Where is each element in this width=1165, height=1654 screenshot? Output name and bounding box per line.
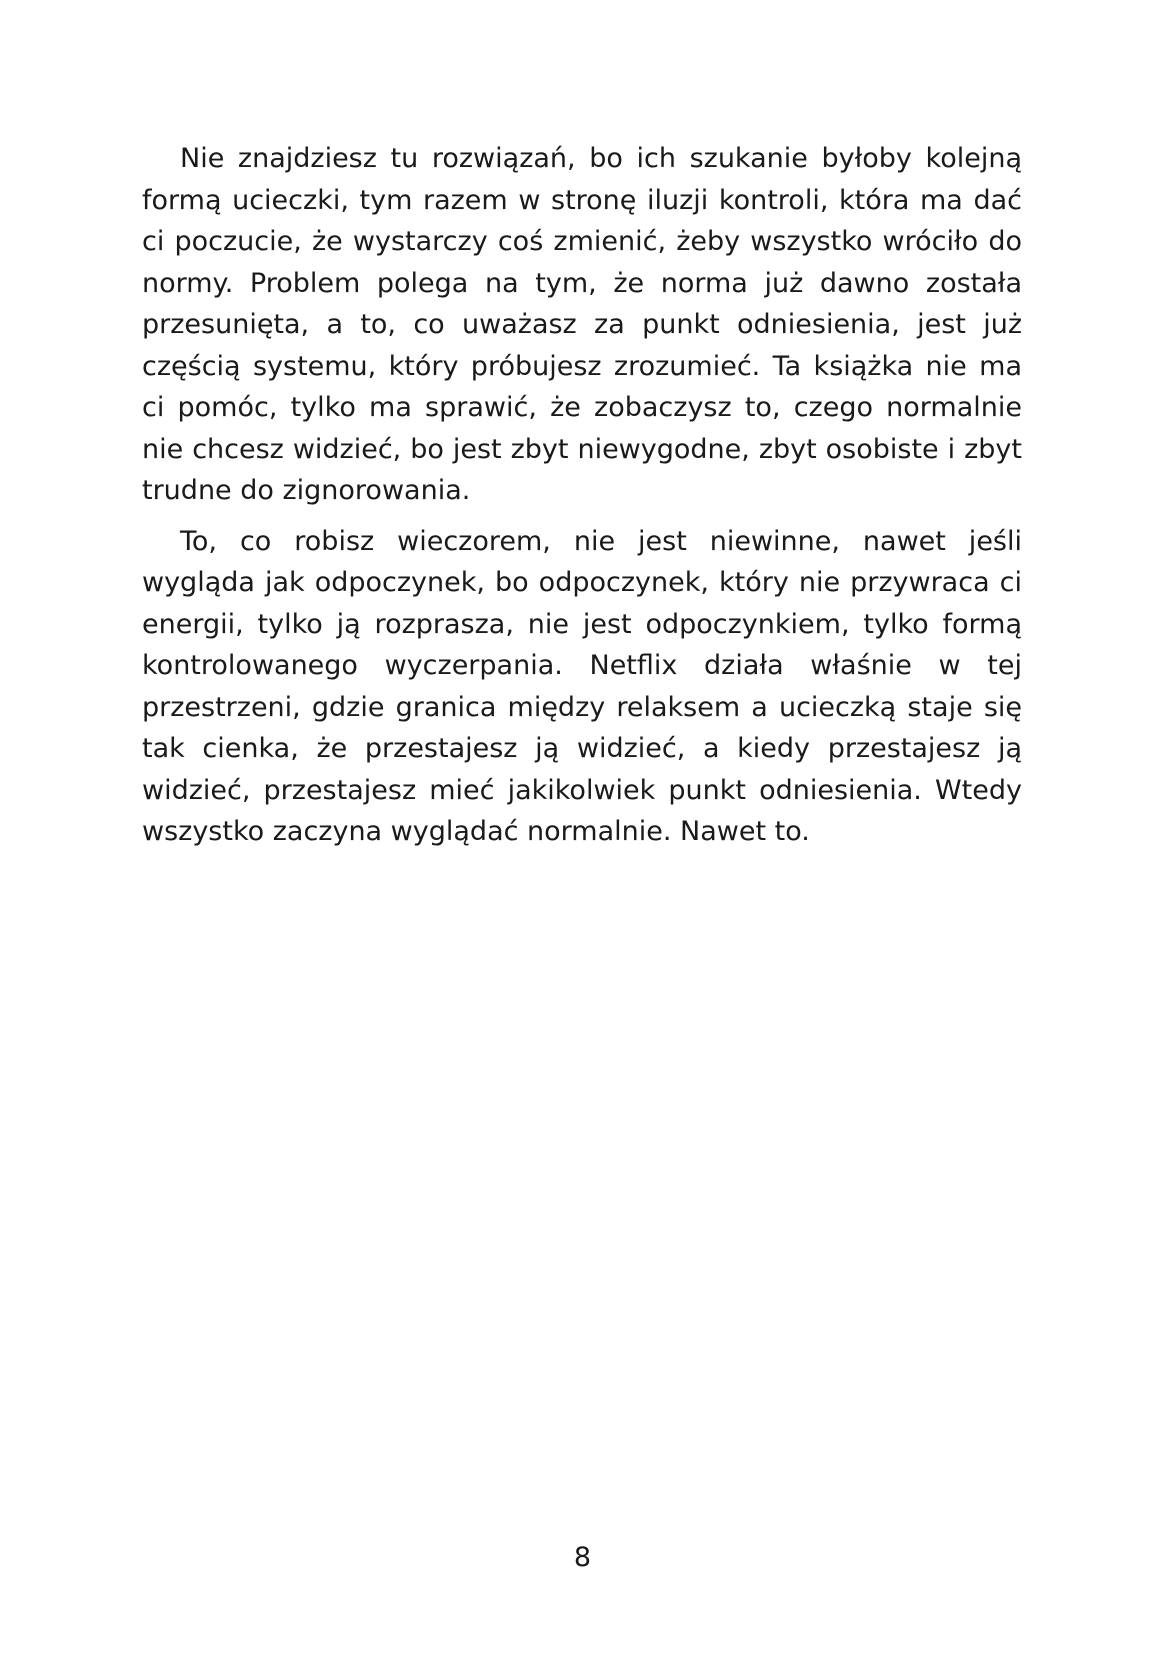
body-text xyxy=(142,138,1022,853)
paragraph: Nie znajdziesz tu rozwiązań, bo ich szukanie byłoby kolejną formą ucieczki, tym razem w stronę iluzji kontroli, która ma dać ci poczucie, że wystarczy coś zmienić, żeby wszystko wróciło do normy. Problem polega na tym, że norma już dawno została przesunięta, a to, co uważasz za punkt odniesienia, jest już częścią systemu, który próbujesz zrozumieć. Ta książka nie ma ci pomóc, tylko ma sprawić, że zobaczysz to, czego normalnie nie chcesz widzieć, bo jest zbyt niewygodne, zbyt osobiste i zbyt trudne do zignorowania. xyxy=(142,143,1022,506)
paragraph: To, co robisz wieczorem, nie jest niewinne, nawet jeśli wygląda jak odpoczynek, bo odpoczynek, który nie przywraca ci energii, tylko ją rozprasza, nie jest odpoczynkiem, tylko formą kontrolowanego wyczerpania. Netflix działa właśnie w tej przestrzeni, gdzie granica między relaksem a ucieczką staje się tak cienka, że przestajesz ją widzieć, a kiedy przestajesz ją widzieć, przestajesz mieć jakikolwiek punkt odniesienia. Wtedy wszystko zaczyna wyglądać normalnie. Nawet to. xyxy=(142,525,1022,847)
page-number: 8 xyxy=(573,1542,592,1573)
